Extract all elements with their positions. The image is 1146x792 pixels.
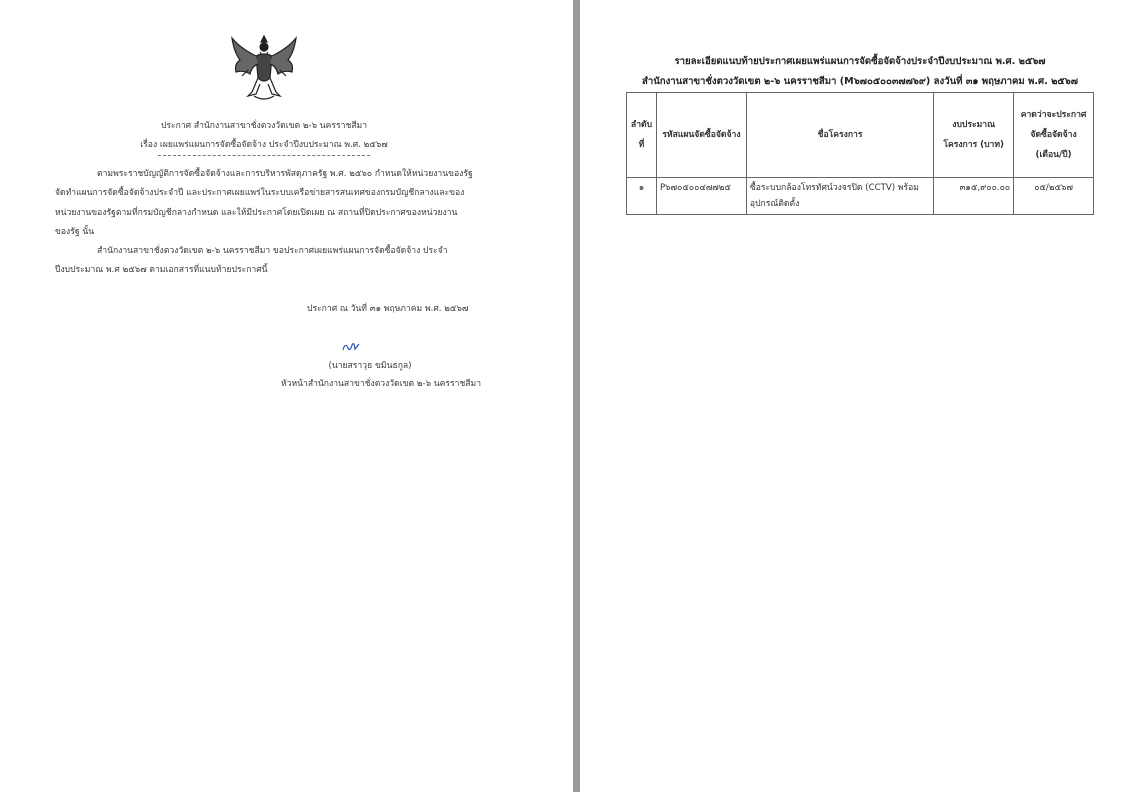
plan-title: รายละเอียดแนบท้ายประกาศเผยแพร่แผนการจัดซื้อจัดจ้างประจำปีงบประมาณ พ.ศ. ๒๕๖๗ [674,56,1046,67]
table-header-row [627,93,1094,178]
row-expected-month: ๐๕/๒๕๖๗ [1014,178,1094,215]
heading-divider [158,155,370,156]
page-divider [573,0,580,792]
plan-subtitle: สำนักงานสาขาชั่งตวงวัดเขต ๒-๖ นครราชสีมา (M๖๗๐๕๐๐๓๗๗๖๙) ลงวันที่ ๓๑ พฤษภาคม พ.ศ. ๒๕๖๗ [641,76,1078,87]
announcement-date: ประกาศ ณ วันที่ ๓๑ พฤษภาคม พ.ศ. ๒๕๖๗ [307,304,469,314]
table-row [627,178,1094,215]
procurement-plan-table [626,92,1094,215]
body-line-5: สำนักงานสาขาชั่งตวงวัดเขต ๒-๖ นครราชสีมา ขอประกาศเผยแพร่แผนการจัดซื้อจัดจ้าง ประจำ [97,246,448,256]
row-no: ๑ [627,178,657,215]
header-project-name: ชื่อโครงการ [746,93,933,178]
garuda-emblem-icon [226,30,302,106]
signer-name: (นายสราวุธ ขมินธกูล) [328,361,412,371]
signer-title: หัวหน้าสำนักงานสาขาชั่งตวงวัดเขต ๒-๖ นครราชสีมา [281,379,482,389]
header-budget: งบประมาณโครงการ (บาท) [934,93,1014,178]
row-budget: ๓๑๕,๙๐๐.๐๐ [934,178,1014,215]
announcement-heading: ประกาศ สำนักงานสาขาชั่งตวงวัดเขต ๒-๖ นครราชสีมา [160,121,368,131]
header-expected-month: คาดว่าจะประกาศจัดซื้อจัดจ้าง (เดือน/ปี) [1014,93,1094,178]
row-plan-code: P๖๗๐๕๐๐๔๗๗๒๕ [656,178,746,215]
header-no: ลำดับที่ [627,93,657,178]
body-line-1: ตามพระราชบัญญัติการจัดซื้อจัดจ้างและการบริหารพัสดุภาครัฐ พ.ศ. ๒๕๖๐ กำหนดให้หน่วยงานของรัฐ [97,169,473,179]
announcement-subject: เรื่อง เผยแพร่แผนการจัดซื้อจัดจ้าง ประจำปีงบประมาณ พ.ศ. ๒๕๖๗ [140,140,388,150]
signature-icon [341,340,361,354]
body-line-4: ของรัฐ นั้น [55,227,95,237]
row-project-name: ซื้อระบบกล้องโทรทัศน์วงจรปิด (CCTV) พร้อมอุปกรณ์ติดตั้ง [746,178,933,215]
body-line-3: หน่วยงานของรัฐตามที่กรมบัญชีกลางกำหนด และให้มีประกาศโดยเปิดเผย ณ สถานที่ปิดประกาศของหน่วยงาน [55,208,458,218]
body-line-2: จัดทำแผนการจัดซื้อจัดจ้างประจำปี และประกาศเผยแพร่ในระบบเครือข่ายสารสนเทศของกรมบัญชีกลางและของ [55,188,465,198]
body-line-6: ปีงบประมาณ พ.ศ ๒๕๖๗ ตามเอกสารที่แนบท้ายประกาศนี้ [55,265,268,275]
plan-detail-page [580,0,1146,792]
header-plan-code: รหัสแผนจัดซื้อจัดจ้าง [656,93,746,178]
